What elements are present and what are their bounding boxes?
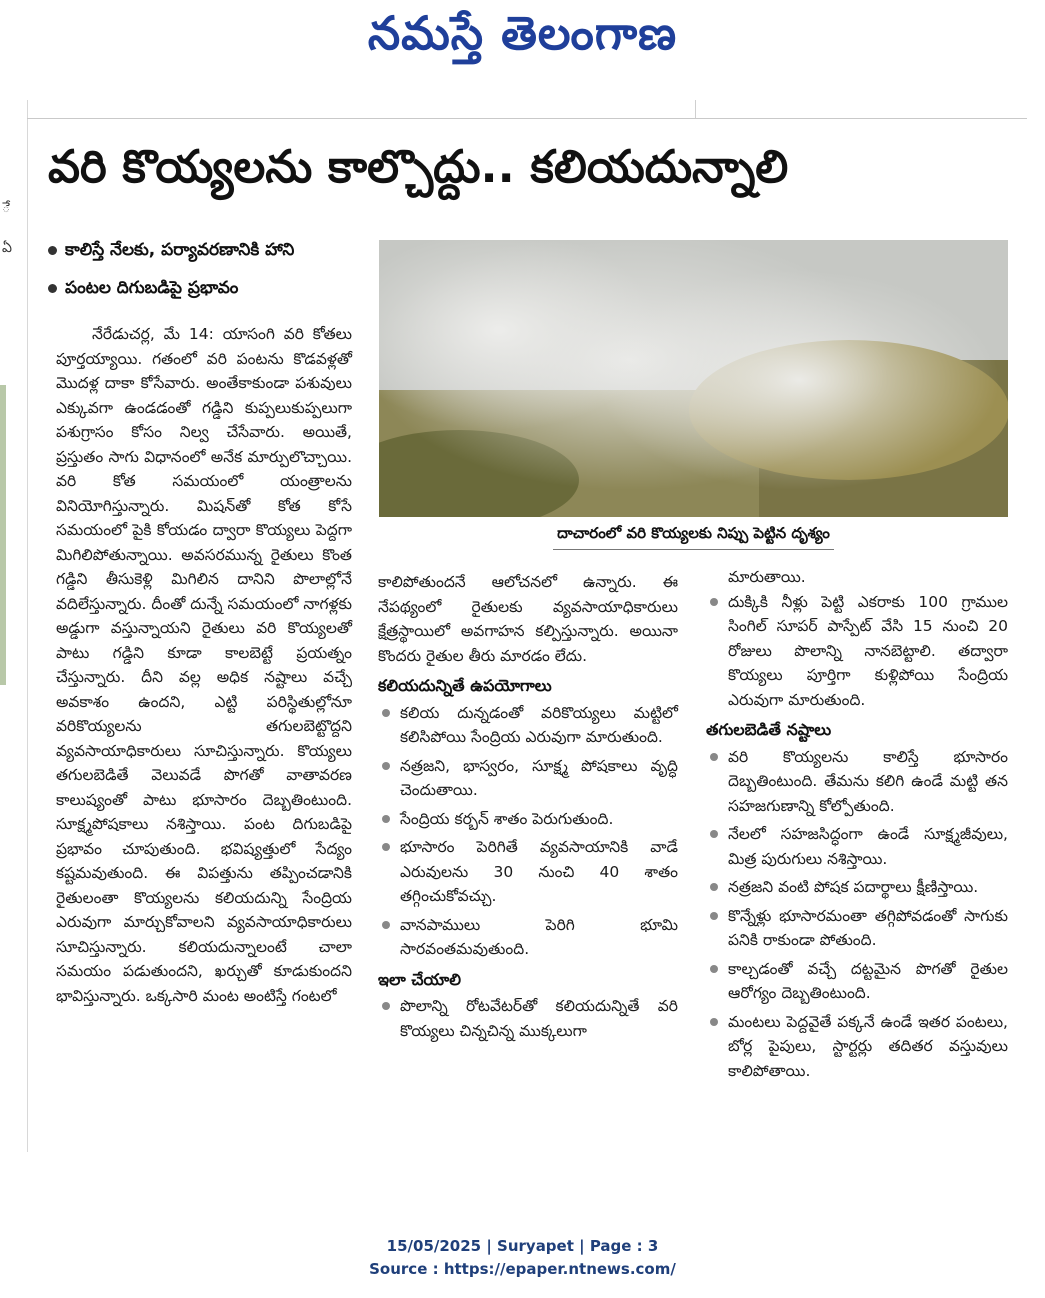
list-item: కొన్నేళ్లు భూసారమంతా తగ్గిపోవడంతో సాగుకు పనికి రాకుండా పోతుంది.	[706, 904, 1008, 953]
article-paragraph: కాలిపోతుందనే ఆలోచనలో ఉన్నారు. ఈ నేపథ్యంలో రైతులకు వ్యవసాయాధికారులు క్షేత్రస్థాయిలో అవగాహన కల్పిస్తున్నారు. అయినా కొందరు రైతుల తీరు మారడం లేదు.	[378, 573, 678, 665]
howto-list	[378, 994, 678, 1043]
column-tick	[695, 100, 696, 118]
list-item: కలియ దున్నడంతో వరికొయ్యలు మట్టిలో కలిసిపోయి సేంద్రియ ఎరువుగా మారుతుంది.	[378, 701, 678, 750]
article-headline: వరి కొయ్యలను కాల్చొద్దు.. కలియదున్నాలి	[48, 140, 789, 193]
list-item: కాల్చడంతో వచ్చే దట్టమైన పొగతో రైతుల ఆరోగ్యం దెబ్బతింటుంది.	[706, 957, 1008, 1006]
howto-heading: ఇలా చేయాలి	[378, 969, 461, 989]
list-item: సేంద్రియ కర్బన్ శాతం పెరుగుతుంది.	[378, 807, 678, 832]
list-item: నేలలో సహజసిద్ధంగా ఉండే సూక్ష్మజీవులు, మిత్ర పురుగులు నశిస్తాయి.	[706, 822, 1008, 871]
list-item: భూసారం పెరిగితే వ్యవసాయానికి వాడే ఎరువులను 30 నుంచి 40 శాతం తగ్గించుకోవచ్చు.	[378, 835, 678, 909]
masthead-logo: నమస్తే తెలంగాణ	[367, 6, 678, 60]
losses-list	[706, 745, 1008, 1084]
footer-date-edition: 15/05/2025 | Suryapet | Page : 3	[386, 1237, 659, 1255]
top-rule	[27, 118, 1027, 119]
field-burning-photo	[379, 240, 1008, 517]
benefits-list	[378, 701, 678, 962]
list-item: పొలాన్ని రోటవేటర్‌తో కలియదున్నితే వరి కొయ్యలు చిన్నచిన్న ముక్కలుగా	[378, 994, 678, 1043]
highlight-item: కాలిస్తే నేలకు, పర్యావరణానికి హాని	[48, 240, 294, 264]
article-column-3	[706, 565, 1008, 1087]
photo-caption: దాచారంలో వరి కొయ్యలకు నిప్పు పెట్టిన దృశ్యం	[379, 524, 1008, 550]
list-item: నత్రజని, భాస్వరం, సూక్ష్మ పోషకాలు వృద్ధి చెందుతాయి.	[378, 754, 678, 803]
list-item: నత్రజని వంటి పోషక పదార్థాలు క్షీణిస్తాయి.	[706, 875, 1008, 900]
list-item: వానపాములు పెరిగి భూమి సారవంతమవుతుంది.	[378, 913, 678, 962]
tips-list	[706, 590, 1008, 713]
footer-source-link[interactable]: Source : https://epaper.ntnews.com/	[369, 1260, 676, 1278]
list-item: మంటలు పెద్దవైతే పక్కనే ఉండే ఇతర పంటలు, బోర్ల పైపులు, స్టార్టర్లు తదితర వస్తువులు కాలిపోతాయి.	[706, 1010, 1008, 1084]
list-item: వరి కొయ్యలను కాలిస్తే భూసారం దెబ్బతింటుంది. తేమను కలిగి ఉండే మట్టి తన సహజగుణాన్ని కోల్పోతుంది.	[706, 745, 1008, 819]
highlight-item: పంటల దిగుబడిపై ప్రభావం	[48, 278, 238, 302]
bullet-icon	[48, 246, 57, 255]
article-paragraph: నేరేడుచర్ల, మే 14: యాసంగి వరి కోతలు పూర్తయ్యాయి. గతంలో వరి పంటను కొడవళ్లతో మొదళ్ల దాకా కోసేవారు. అంతేకాకుండా పశువులు ఎక్కువగా ఉండడంతో గడ్డిని కుప్పలుకుప్పలుగా పశుగ్రాసం కోసం నిల్వ చేసేవారు. అయితే, ప్రస్తుతం సాగు విధానంలో అనేక మార్పులొచ్చాయి. వరి కోత సమయంలో యంత్రాలను వినియోగిస్తున్నారు. మిషన్‌తో కోత కోసే సమయంలో పైకి కోయడం ద్వారా కొయ్యలు పెద్దగా మిగిలిపోతున్నాయి. అవసరమున్న రైతులు కొంత గడ్డిని తీసుకెళ్లి మిగిలిన దానిని పొలాల్లోనే వదిలేస్తున్నారు. దీంతో దున్నే సమయంలో నాగళ్లకు అడ్డుగా వస్తున్నాయని రైతులు వరి కొయ్యలతో పాటు గడ్డిని కూడా కాలబెట్టే ప్రయత్నం చేస్తున్నారు. దీని వల్ల అధిక నష్టాలు వచ్చే అవకాశం ఉందని, ఎట్టి పరిస్థితుల్లోనూ వరికొయ్యలను తగులబెట్టొద్దని వ్యవసాయాధికారులు సూచిస్తున్నారు. కొయ్యలు తగులబెడితే వెలువడే పొగతో వాతావరణ కాలుష్యంతో పాటు భూసారం దెబ్బతింటుంది. సూక్ష్మపోషకాలు నశిస్తాయి. పంట దిగుబడిపై ప్రభావం చూపుతుంది. భవిష్యత్తులో సేద్యం కష్టమవుతుంది. ఈ విపత్తును తప్పించడానికి రైతులంతా కొయ్యలను కలియదున్ని సేంద్రియ ఎరువుగా మార్చుకోవాలని వ్యవసాయాధికారులు సూచిస్తున్నారు. కలియదున్నాలంటే చాలా సమయం పడుతుందని, ఖర్చుతో కూడుకుందని భావిస్తున్నారు. ఒక్కసారి మంట అంటిస్తే గంటలో	[56, 325, 352, 1005]
article-column-1	[56, 322, 352, 1008]
losses-heading: తగులబెడితే నష్టాలు	[706, 720, 832, 739]
bullet-icon	[48, 284, 57, 293]
article-paragraph: మారుతాయి.	[728, 568, 806, 586]
margin-scrap: ఏ	[2, 240, 12, 256]
margin-scrap: ే	[2, 200, 11, 216]
margin-scrap-image	[0, 385, 6, 685]
benefits-heading: కలియదున్నితే ఉపయోగాలు	[378, 676, 552, 695]
list-item: దుక్కికి నీళ్లు పెట్టి ఎకరాకు 100 గ్రాముల సింగిల్ సూపర్ పాస్పేట్ వేసి 15 నుంచి 20 రోజులు పొలాన్ని నానబెట్టాలి. తద్వారా కొయ్యలు పూర్తిగా కుళ్లిపోయి సేంద్రియ ఎరువుగా మారుతుంది.	[706, 590, 1008, 713]
article-column-2	[378, 570, 678, 1047]
